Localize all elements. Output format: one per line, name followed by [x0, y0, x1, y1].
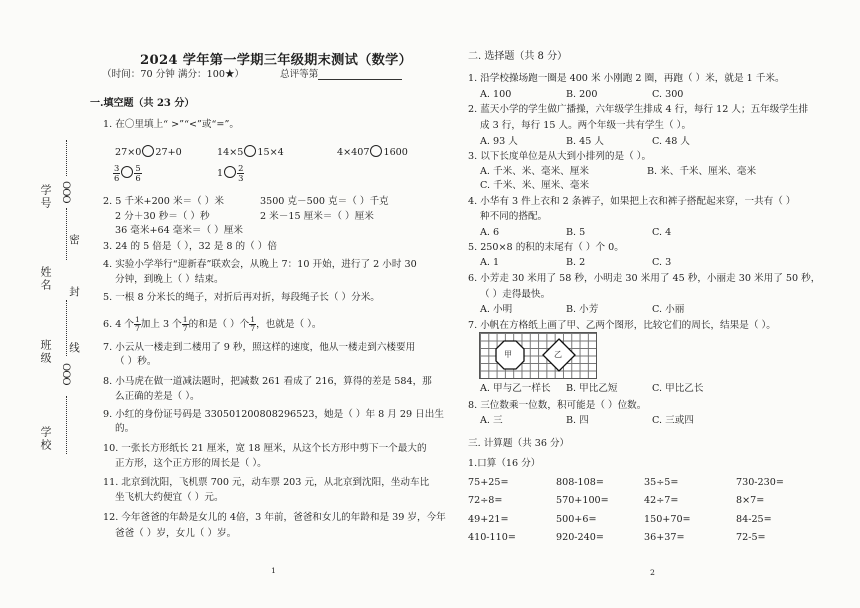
section2-heading: 二. 选择题（共 8 分）	[468, 51, 568, 62]
section3-heading: 三. 计算题（共 36 分）	[468, 438, 570, 449]
answer-circle[interactable]	[142, 145, 154, 157]
oral-calc-cell: 8×7=	[736, 495, 765, 506]
q2-line: 2 米－15 厘米＝（ ）厘米	[260, 211, 374, 222]
shape-yi	[542, 338, 576, 372]
oral-calc-cell: 570+100=	[556, 495, 609, 506]
q11-text: 坐飞机大约便宜（ ）元。	[115, 492, 224, 503]
s2-q4-text: 种不同的搭配。	[480, 211, 548, 222]
option[interactable]: B. 小芳	[566, 304, 599, 315]
oral-calc-cell: 35÷5=	[644, 477, 679, 488]
expr: 14×5	[217, 147, 244, 158]
q7-text: 7. 小云从一楼走到二楼用了 9 秒，照这样的速度，他从一楼走到六楼要用	[103, 342, 416, 353]
q2-line: 3500 克－500 克＝（ ）千克	[260, 196, 389, 207]
oral-calc-cell: 42÷7=	[644, 495, 679, 506]
option[interactable]: C. 甲比乙长	[652, 383, 704, 394]
s2-q7-text: 7. 小帆在方格纸上画了甲、乙两个图形，比较它们的周长，结果是（ ）。	[468, 320, 776, 331]
seal-char-line: 线	[68, 342, 80, 355]
shape-label-jia: 甲	[504, 350, 512, 359]
option[interactable]: B. 5	[566, 227, 586, 238]
expr: 4×407	[337, 147, 370, 158]
option[interactable]: B. 甲比乙短	[566, 383, 618, 394]
q11-text: 11. 北京到沈阳，飞机票 700 元，动车票 203 元，从北京到沈阳，坐动车比	[103, 477, 430, 488]
answer-circle[interactable]	[370, 145, 382, 157]
oral-calc-cell: 49+21=	[468, 514, 509, 525]
s2-q5-text: 5. 250×8 的积的末尾有（ ）个 0。	[468, 242, 624, 253]
fraction: $\frac{1}{7}$	[250, 315, 256, 333]
class-label: 班级	[39, 339, 52, 365]
s2-q2-text: 成 3 行，每行 15 人。两个年级一共有学生（ ）。	[480, 120, 692, 131]
q12-text: 爸爸（ ）岁，女儿（ ）岁。	[115, 528, 237, 539]
exam-meta-grade: 总评等第	[280, 69, 319, 80]
option[interactable]: C. 小丽	[652, 304, 685, 315]
q1-compare-5	[217, 164, 244, 183]
student-no-label: 学号	[39, 184, 52, 210]
option[interactable]: C. 300	[652, 89, 684, 100]
fraction: $\frac{5}{6}$	[135, 163, 141, 183]
q8-text: 8. 小马虎在做一道减法题时，把减数 261 看成了 216，算得的差是 584，那	[103, 376, 432, 387]
school-blank	[66, 396, 67, 454]
option[interactable]: B. 米、千米、厘米、毫米	[647, 166, 757, 177]
q6-text	[103, 316, 322, 333]
fraction: $\frac{1}{7}$	[182, 315, 188, 333]
q10-text: 正方形，这个正方形的周长是（ ）。	[115, 458, 267, 469]
s2-q4-text: 4. 小华有 3 件上衣和 2 条裤子，如果把上衣和裤子搭配起来穿，一共有（ ）	[468, 196, 796, 207]
grade-blank	[318, 79, 402, 80]
shape-label-yi: 乙	[554, 350, 562, 359]
option[interactable]: A. 93 人	[480, 136, 518, 147]
school-label: 学校	[39, 426, 52, 452]
q10-text: 10. 一张长方形纸长 21 厘米，宽 18 厘米，从这个长方形中剪下一个最大的	[103, 443, 427, 454]
q8-text: 么正确的差是（ ）。	[115, 391, 200, 402]
oral-calc-cell: 84-25=	[736, 514, 772, 525]
s2-q6-text: （ ）走得最快。	[480, 289, 551, 300]
q6-mid2: 的和是（ ）个	[188, 319, 250, 330]
option[interactable]: B. 200	[566, 89, 598, 100]
s2-q6-text: 6. 小芳走 30 米用了 58 秒，小明走 30 米用了 45 秒，小丽走 30 米用了 50 秒，	[468, 273, 821, 284]
q1-prompt: 1. 在〇里填上“ >”“<”或“=”。	[103, 119, 239, 130]
s2-q8-text: 8. 三位数乘一位数，积可能是（ ）位数。	[468, 400, 647, 411]
page-number: 1	[271, 566, 276, 575]
fraction: $\frac{3}{6}$	[114, 163, 120, 183]
oral-calc-cell: 500+6=	[556, 514, 597, 525]
q1-compare-3	[337, 145, 408, 159]
option[interactable]: A. 三	[480, 415, 503, 426]
q3-text: 3. 24 的 5 倍是（ ），32 是 8 的（ ）倍	[103, 241, 277, 252]
ooo-marker: OOO	[60, 363, 71, 385]
q2-line: 36 毫米+64 毫米＝（ ）厘米	[115, 225, 243, 236]
option[interactable]: A. 千米、米、毫米、厘米	[480, 166, 589, 177]
option[interactable]: C. 三或四	[652, 415, 694, 426]
q4-text: 4. 实验小学举行“迎新春”联欢会，从晚上 7：10 开始，进行了 2 小时 30	[103, 259, 417, 270]
oral-calc-cell: 72-5=	[736, 532, 766, 543]
q1-compare-4	[113, 164, 142, 183]
option[interactable]: B. 2	[566, 257, 586, 268]
fraction: $\frac{2}{3}$	[238, 163, 244, 183]
option[interactable]: A. 6	[480, 227, 500, 238]
q7-text: （ ）秒。	[115, 356, 157, 367]
expr: 1	[217, 168, 224, 179]
exam-title: 2024 学年第一学期三年级期末测试（数学）	[140, 53, 413, 68]
fraction: $\frac{1}{7}$	[134, 315, 140, 333]
q9-text: 9. 小红的身份证号码是 330501200808296523，她是（ ）年 8 月 29 日出生	[103, 409, 444, 420]
q2-line: 2. 5 千米+200 米＝（ ）米	[103, 196, 224, 207]
ooo-marker: OOO	[60, 181, 71, 203]
oral-calc-cell: 730-230=	[736, 477, 784, 488]
q6-suffix: ，也就是（ ）。	[256, 319, 322, 330]
expr: 15×4	[257, 147, 284, 158]
q2-line: 2 分＋30 秒＝（ ）秒	[115, 211, 210, 222]
option[interactable]: A. 甲与乙一样长	[480, 383, 551, 394]
option[interactable]: A. 1	[480, 257, 500, 268]
oral-calc-cell: 72÷8=	[468, 495, 503, 506]
section3-subheading: 1.口算（16 分）	[468, 458, 541, 469]
seal-char-seal: 封	[68, 286, 80, 299]
answer-circle[interactable]	[224, 166, 236, 178]
oral-calc-cell: 920-240=	[556, 532, 604, 543]
q12-text: 12. 今年爸爸的年龄是女儿的 4倍，3 年前，爸爸和女儿的年龄和是 39 岁，今年	[103, 512, 446, 523]
page-number: 2	[650, 568, 655, 577]
q4-text: 分钟，到晚上（ ）结束。	[115, 274, 224, 285]
q6-prefix: 6. 4 个	[103, 319, 134, 330]
q1-compare-1	[115, 145, 182, 159]
s2-q1-text: 1. 沿学校操场跑一圈是 400 米 小刚跑 2 圈，再跑（ ）米，就是 1 千米。	[468, 73, 785, 84]
option[interactable]: C. 4	[652, 227, 672, 238]
option[interactable]: C. 48 人	[652, 136, 690, 147]
name-label: 姓名	[39, 266, 52, 292]
oral-calc-cell: 36+37=	[644, 532, 685, 543]
oral-calc-cell: 150+70=	[644, 514, 691, 525]
expr: 27+0	[155, 147, 182, 158]
option[interactable]: C. 千米、米、厘米、毫米	[480, 180, 590, 191]
expr: 27×0	[115, 147, 142, 158]
option[interactable]: C. 3	[652, 257, 672, 268]
seal-char-close: 密	[68, 234, 80, 247]
section1-heading: 一.填空题（共 23 分）	[90, 98, 195, 109]
q1-compare-2	[217, 145, 284, 159]
q5-text: 5. 一根 8 分米长的绳子，对折后再对折，每段绳子长（ ）分米。	[103, 292, 380, 303]
s2-q3-text: 3. 以下长度单位是从大到小排列的是（ ）。	[468, 151, 652, 162]
option[interactable]: A. 小明	[480, 304, 513, 315]
exam-meta-time: （时间：70 分钟 满分：100★）	[102, 69, 245, 80]
student-no-blank	[66, 140, 67, 176]
answer-circle[interactable]	[244, 145, 256, 157]
answer-circle[interactable]	[121, 166, 133, 178]
oral-calc-cell: 75+25=	[468, 477, 509, 488]
option[interactable]: A. 100	[480, 89, 512, 100]
oral-calc-cell: 410-110=	[468, 532, 516, 543]
q9-text: 的。	[115, 423, 135, 434]
option[interactable]: B. 45 人	[566, 136, 605, 147]
expr: 1600	[383, 147, 408, 158]
s2-q2-text: 2. 蓝天小学的学生做广播操，六年级学生排成 4 行，每行 12 人；五年级学生排	[468, 104, 809, 115]
q6-mid: 加上 3 个	[140, 319, 182, 330]
shape-jia	[495, 340, 525, 370]
oral-calc-cell: 808-108=	[556, 477, 604, 488]
option[interactable]: B. 四	[566, 415, 589, 426]
